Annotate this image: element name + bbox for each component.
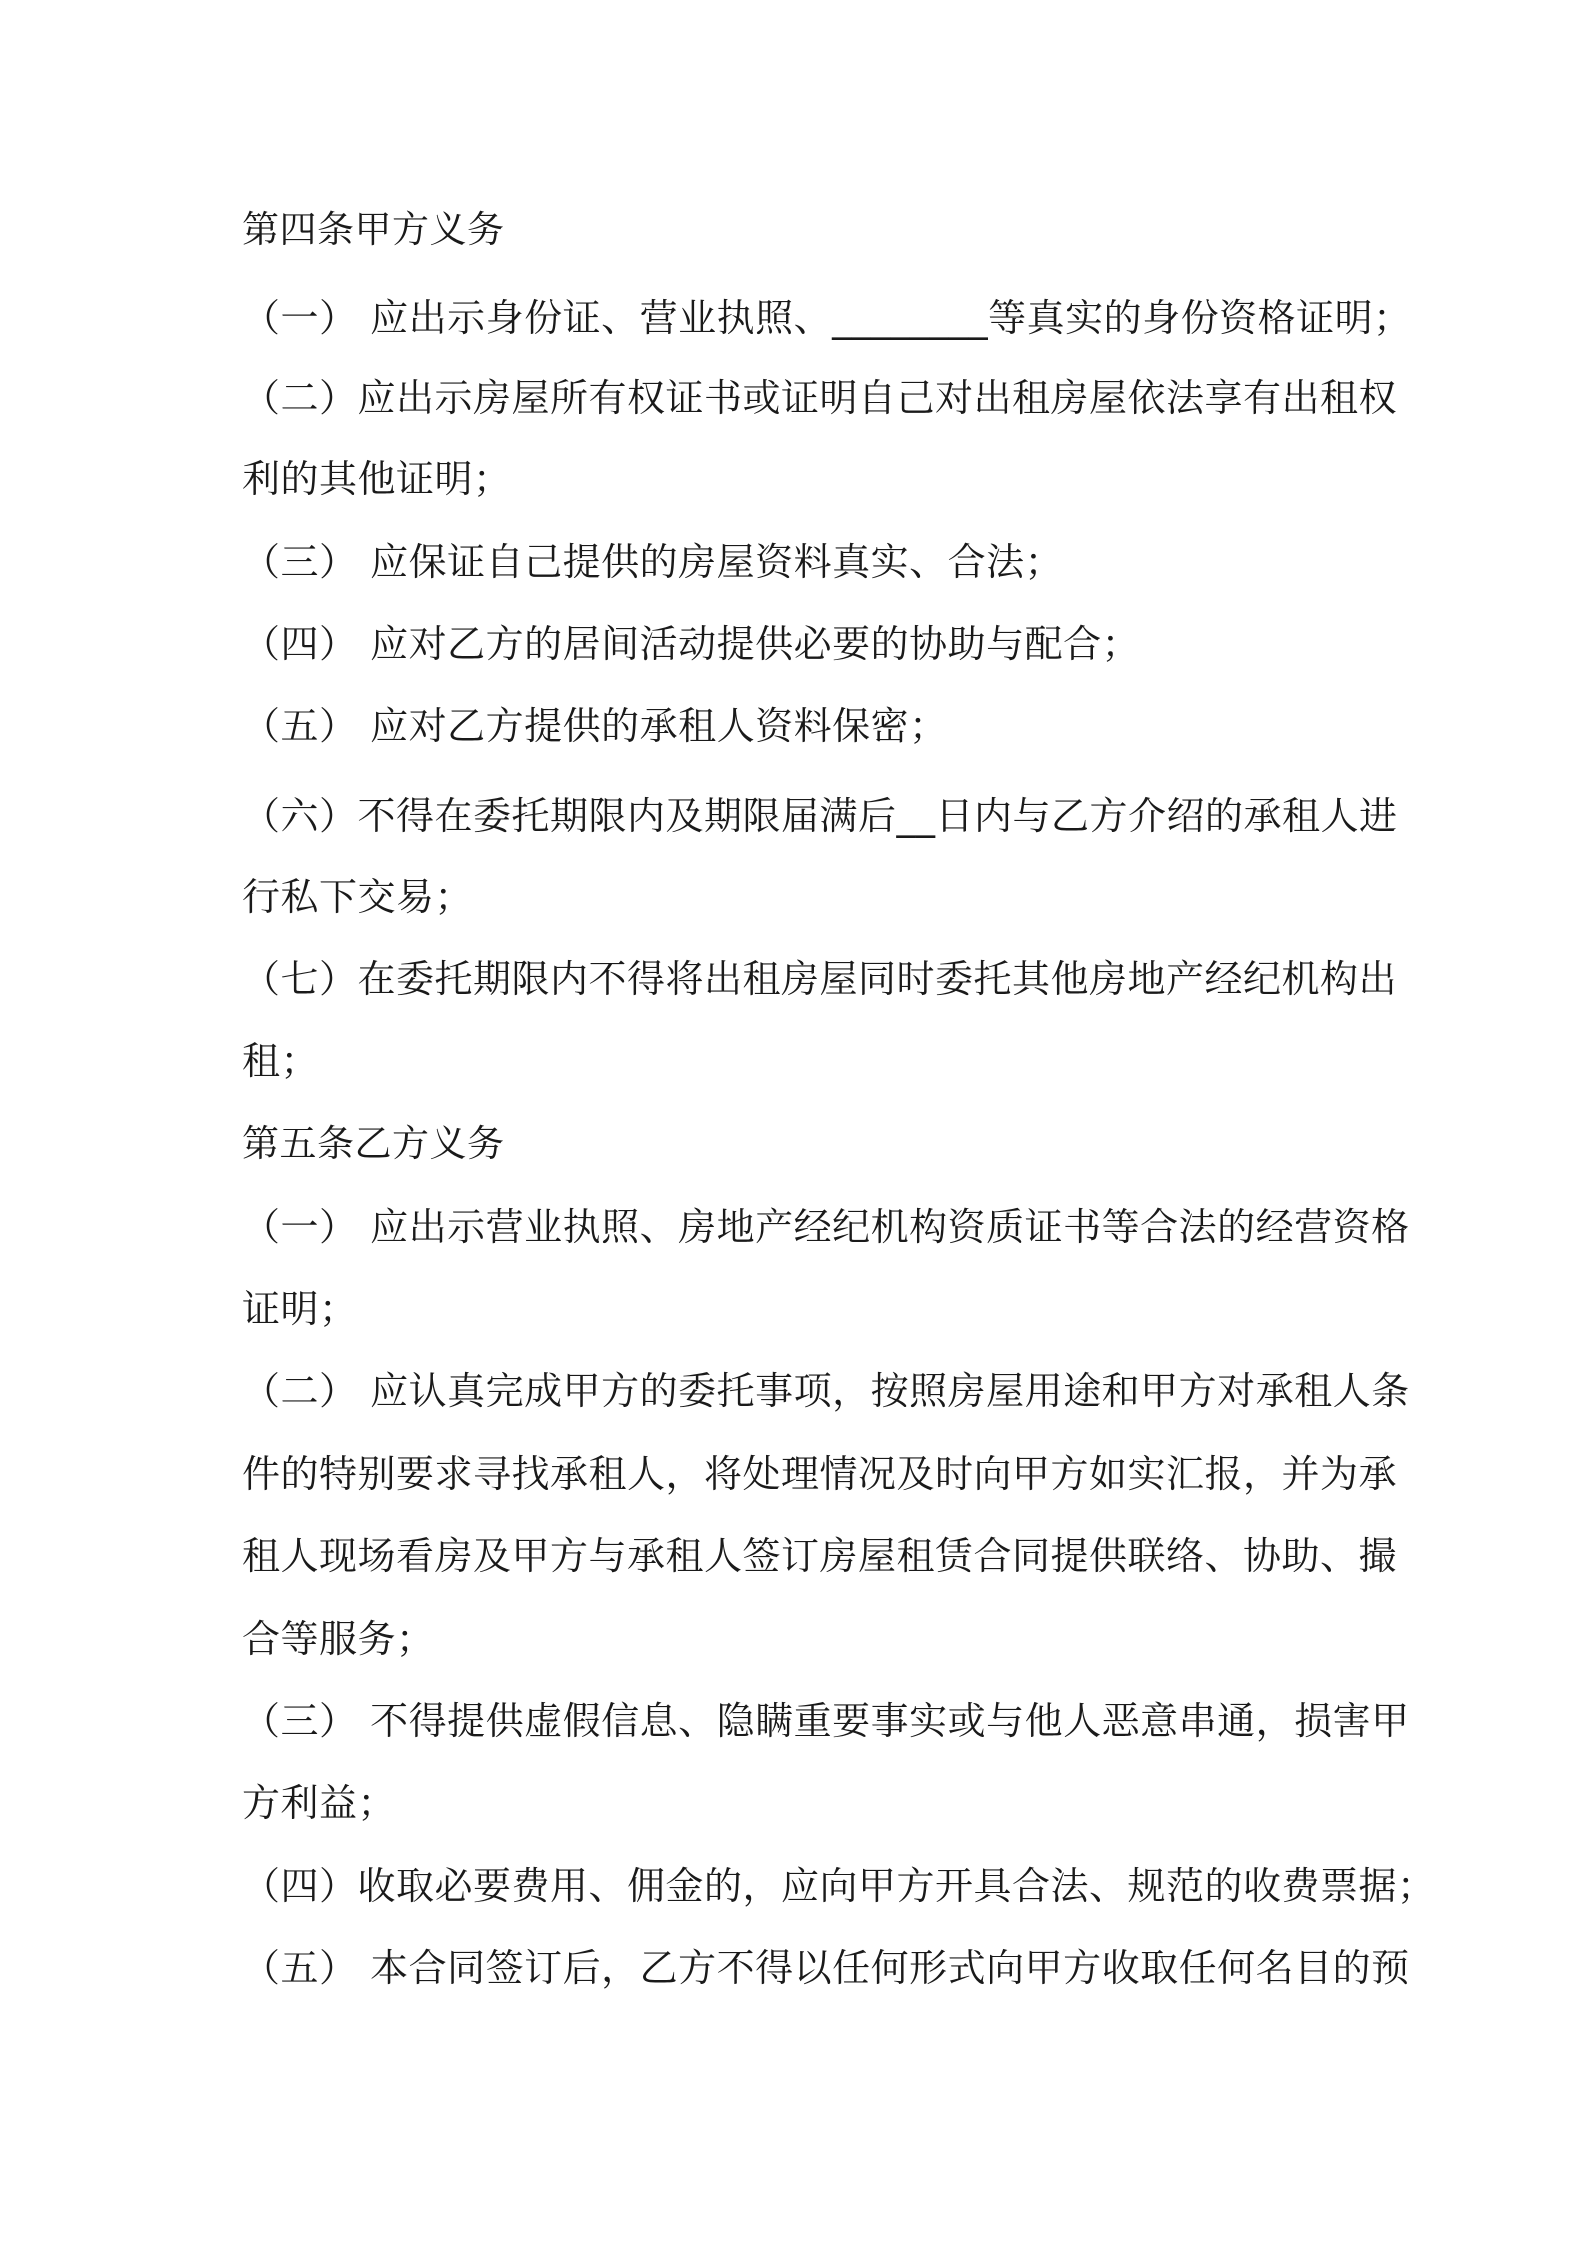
paragraph-line: （六）不得在委托期限内及期限届满后__日内与乙方介绍的承租人进 xyxy=(242,794,1398,838)
paragraph-line: 证明； xyxy=(242,1287,358,1331)
paragraph-line: （七）在委托期限内不得将出租房屋同时委托其他房地产经纪机构出 xyxy=(242,957,1398,1001)
paragraph-line: 合等服务； xyxy=(242,1617,435,1661)
paragraph-line: 租； xyxy=(242,1039,320,1083)
paragraph-line: （二）应出示房屋所有权证书或证明自己对出租房屋依法享有出租权 xyxy=(242,376,1398,420)
paragraph-line: （一） 应出示营业执照、房地产经纪机构资质证书等合法的经营资格 xyxy=(242,1205,1410,1249)
paragraph-line: （三） 应保证自己提供的房屋资料真实、合法； xyxy=(242,540,1064,584)
paragraph-line: （三） 不得提供虚假信息、隐瞒重要事实或与他人恶意串通，损害甲 xyxy=(242,1699,1410,1743)
paragraph-line: 租人现场看房及甲方与承租人签订房屋租赁合同提供联络、协助、撮 xyxy=(242,1534,1398,1578)
paragraph-line: 方利益； xyxy=(242,1781,397,1825)
paragraph-line: （五） 应对乙方提供的承租人资料保密； xyxy=(242,704,948,748)
paragraph-line: 行私下交易； xyxy=(242,875,474,919)
article-five-heading: 第五条乙方义务 xyxy=(242,1122,505,1165)
paragraph-line: 利的其他证明； xyxy=(242,457,512,501)
paragraph-line: （二） 应认真完成甲方的委托事项，按照房屋用途和甲方对承租人条 xyxy=(242,1369,1410,1413)
paragraph-line: 件的特别要求寻找承租人，将处理情况及时向甲方如实汇报，并为承 xyxy=(242,1452,1398,1496)
paragraph-line: （四） 应对乙方的居间活动提供必要的协助与配合； xyxy=(242,622,1141,666)
article-four-heading: 第四条甲方义务 xyxy=(242,208,505,251)
paragraph-line: （一） 应出示身份证、营业执照、________等真实的身份资格证明； xyxy=(242,296,1412,340)
paragraph-line: （四）收取必要费用、佣金的，应向甲方开具合法、规范的收费票据； xyxy=(242,1864,1436,1908)
paragraph-line: （五） 本合同签订后，乙方不得以任何形式向甲方收取任何名目的预 xyxy=(242,1946,1410,1990)
